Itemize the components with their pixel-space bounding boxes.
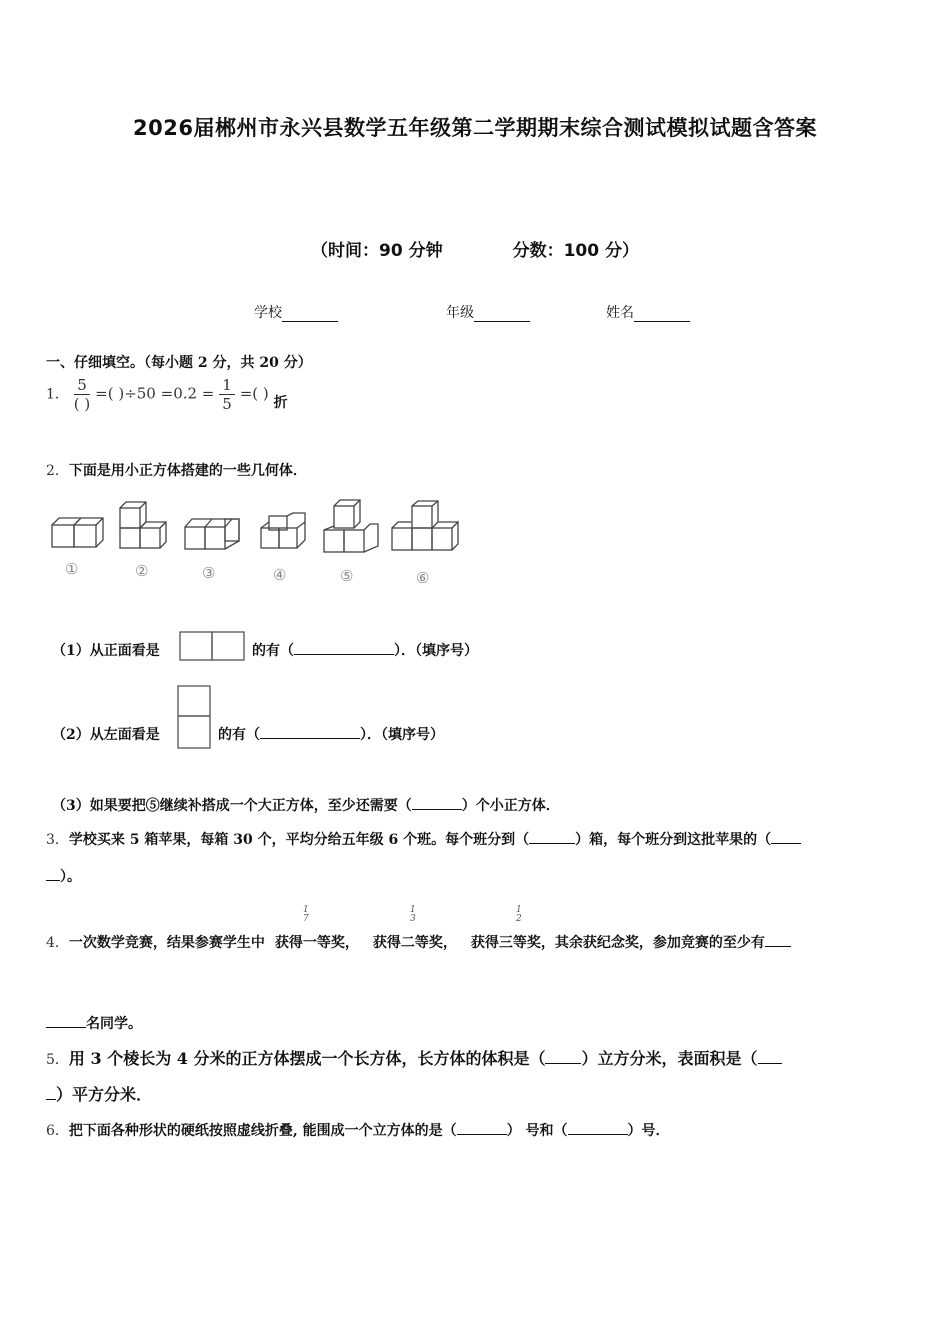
equation-end: =( ): [239, 384, 269, 403]
section-heading: 一、仔细填空。（每小题 2 分，共 20 分）: [46, 355, 312, 371]
figure-2: [118, 500, 170, 552]
answer-blank[interactable]: [529, 843, 575, 844]
question-2-part-2-answer: [218, 724, 444, 744]
question-2: [46, 460, 307, 480]
figure-label: ⑤: [340, 567, 354, 585]
figure-label: ②: [135, 562, 149, 580]
question-2-part-1-answer: [252, 640, 478, 660]
grade-label: 年级: [446, 305, 474, 321]
question-text: 下面是用小正方体搭建的一些几何体．: [68, 463, 307, 479]
small-fraction-3: 1 2: [516, 905, 522, 924]
front-view-figure: [178, 630, 248, 662]
question-1: [46, 376, 288, 413]
answer-blank[interactable]: [412, 809, 462, 810]
left-view-figure: [176, 684, 212, 750]
answer-blank[interactable]: [457, 1134, 507, 1135]
fraction-1: $\frac{5}{( )}$: [73, 376, 91, 413]
question-5: [46, 1046, 782, 1069]
equation-middle: =( )÷50 =0.2 =: [95, 384, 215, 403]
figure-6: [390, 500, 462, 554]
question-5-continued: [46, 1082, 152, 1105]
part-text: 的有（: [252, 643, 294, 659]
question-number: 2．: [46, 463, 69, 479]
part-text: （1）从正面看是: [52, 643, 160, 659]
figure-1: [50, 515, 105, 551]
question-2-part-3: [52, 795, 560, 815]
figure-label: ①: [65, 560, 79, 578]
name-label: 姓名: [606, 305, 634, 321]
figure-label: ③: [202, 564, 216, 582]
figure-label: ④: [273, 566, 287, 584]
question-4-continued: [46, 1013, 142, 1033]
question-4: [46, 932, 791, 952]
answer-blank[interactable]: [568, 1134, 628, 1135]
school-label: 学校: [254, 305, 282, 321]
time-info: （时间：90 分钟: [311, 241, 443, 261]
question-text: 获得二等奖，: [372, 935, 457, 951]
question-2-part-2: [52, 724, 160, 744]
small-fraction-2: 1 3: [410, 905, 416, 924]
question-text: 名同学。: [86, 1016, 142, 1032]
part-text: ）．（填序号）: [394, 643, 478, 659]
question-number: 4．: [46, 935, 69, 951]
exam-info: [0, 236, 950, 261]
answer-blank[interactable]: [46, 1027, 86, 1028]
part-text: ）．（填序号）: [360, 727, 444, 743]
answer-blank[interactable]: [545, 1063, 581, 1064]
answer-blank[interactable]: [46, 1099, 56, 1100]
question-text: 获得三等奖，其余获纪念奖，参加竞赛的至少有: [470, 935, 765, 951]
equation-tail: 折: [273, 394, 288, 411]
question-text: ）平方分米．: [56, 1085, 153, 1104]
school-field[interactable]: [254, 302, 338, 322]
answer-blank[interactable]: [765, 946, 791, 947]
question-text: 用 3 个棱长为 4 分米的正方体摆成一个长方体，长方体的体积是（: [68, 1049, 546, 1068]
answer-blank[interactable]: [758, 1063, 782, 1064]
question-text: ）箱，每个班分到这批苹果的（: [575, 832, 772, 848]
question-3: [46, 829, 801, 849]
answer-blank[interactable]: [46, 880, 60, 881]
small-fraction-1: 1 7: [303, 905, 309, 924]
part-text: （2）从左面看是: [52, 727, 160, 743]
answer-blank[interactable]: [260, 738, 360, 739]
part-text: 的有（: [218, 727, 260, 743]
score-info: 分数：100 分）: [512, 241, 639, 261]
part-text: ）个小正方体．: [461, 798, 560, 814]
question-number: 1．: [46, 386, 69, 403]
answer-blank[interactable]: [771, 843, 801, 844]
grade-field[interactable]: [446, 302, 530, 322]
question-text: 学校买来 5 箱苹果，每箱 30 个，平均分给五年级 6 个班。每个班分到（: [68, 832, 530, 848]
question-3-continued: [46, 866, 81, 886]
page-title: 2026届郴州市永兴县数学五年级第二学期期末综合测试模拟试题含答案: [133, 116, 817, 140]
question-text: 获得一等奖，: [274, 935, 359, 951]
figure-4: [257, 512, 309, 554]
figure-5: [320, 498, 382, 556]
figure-label: ⑥: [416, 569, 430, 587]
question-number: 3．: [46, 832, 69, 848]
answer-blank[interactable]: [294, 654, 394, 655]
question-number: 6．: [46, 1123, 69, 1139]
question-text: ）立方分米，表面积是（: [581, 1049, 758, 1068]
question-text: 一次数学竞赛，结果参赛学生中: [68, 935, 265, 951]
question-text: ） 号和（: [506, 1123, 568, 1139]
question-text: 把下面各种形状的硬纸按照虚线折叠, 能围成一个立方体的是（: [68, 1123, 457, 1139]
name-field[interactable]: [606, 302, 690, 322]
part-text: （3）如果要把⑤继续补搭成一个大正方体，至少还需要（: [52, 798, 412, 814]
question-text: ）。: [60, 869, 81, 885]
question-6: [46, 1120, 670, 1140]
question-number: 5．: [46, 1052, 69, 1068]
figure-3: [183, 515, 243, 553]
question-2-part-1: [52, 640, 160, 660]
question-text: ）号．: [627, 1123, 670, 1139]
fraction-2: $\frac{1}{5}$: [219, 376, 235, 413]
